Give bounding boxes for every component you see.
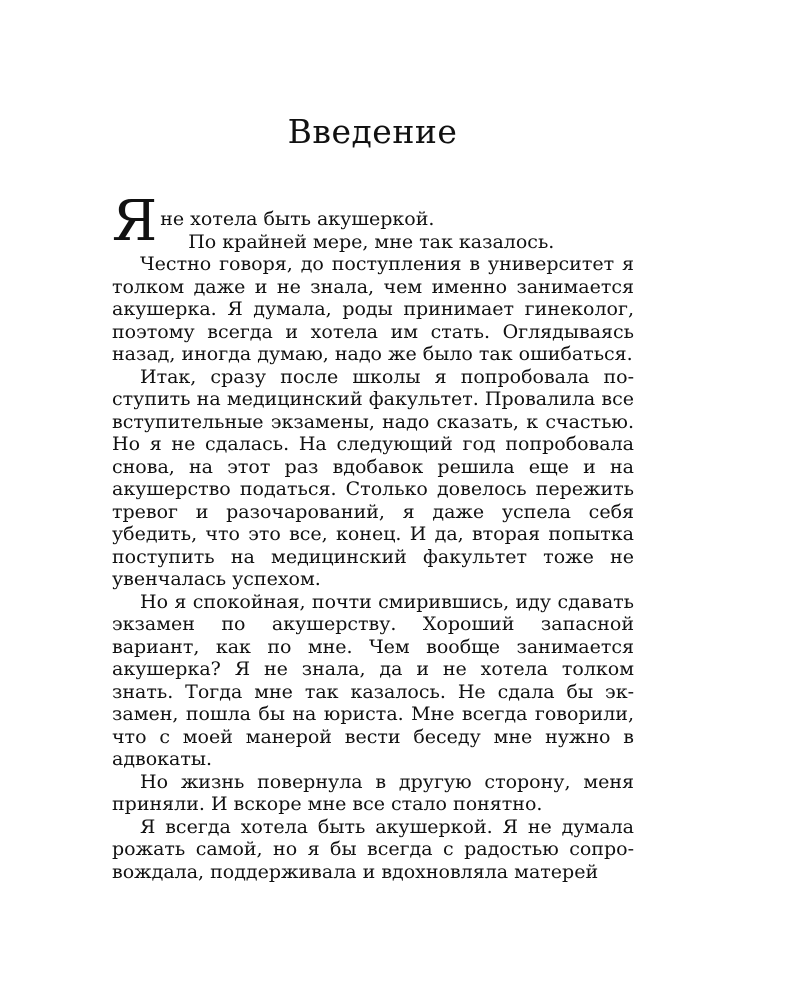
paragraph: Итак, сразу после школы я попробовала поступить на медицинский факультет. Провалила все вступительные экзамены, надо сказать, к счастью. Но я не сдалась. На следующий год попробовала снова, на этот раз вдобавок решила еще и на акушерство податься. Столько довелось пережить тревог и разочарований, я даже успела себя убедить, что это все, конец. И да, вторая попытка поступить на медицинский факультет тоже не увенчалась успехом. xyxy=(112,365,634,590)
opening-line: не хотела быть акушеркой. xyxy=(160,208,435,230)
paragraph: По крайней мере, мне так казалось. xyxy=(188,230,555,253)
paragraph: Но жизнь повернула в другую сторону, меня приняли. И вскоре мне все стало понятно. xyxy=(112,770,634,815)
paragraph: Но я спокойная, почти смирившись, иду сдавать экзамен по акушерству. Хороший запасной вариант, как по мне. Чем вообще занимается акушерка? Я не знала, да и не хотела толком знать. Тогда мне так казалось. Не сдала бы экзамен, пошла бы на юриста. Мне всегда говорили, что с моей манерой вести беседу мне нужно в адвокаты. xyxy=(112,590,634,770)
paragraph: Честно говоря, до поступления в университет я толком даже и не знала, чем именно занимается акушерка. Я думала, роды принимает гинеколог, поэтому всегда и хотела им стать. Оглядываясь назад, иногда думаю, надо же было так ошибаться. xyxy=(112,253,634,365)
chapter-title: Введение xyxy=(287,112,458,151)
drop-cap: Я xyxy=(112,189,158,254)
chapter-body xyxy=(112,189,634,883)
paragraph: Я всегда хотела быть акушеркой. Я не думала рожать самой, но я бы всегда с радостью сопровождала, поддерживала и вдохновляла матерей xyxy=(112,815,634,883)
